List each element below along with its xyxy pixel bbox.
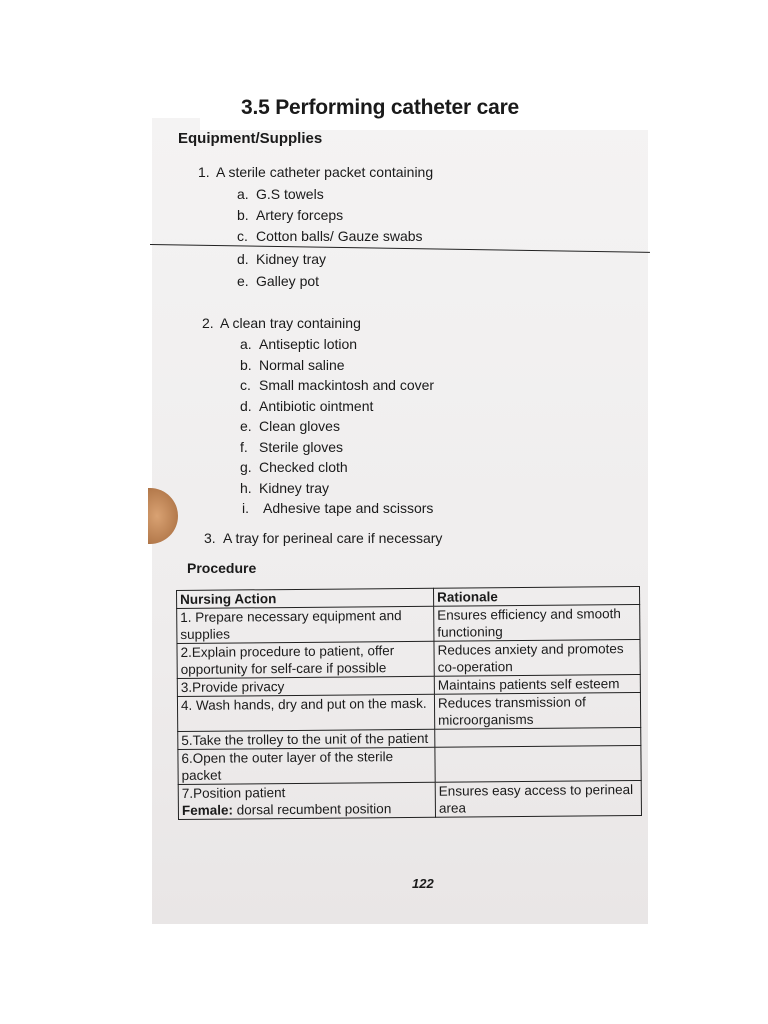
list-2-label: A clean tray containing	[220, 315, 361, 331]
column-header-rationale: Rationale	[433, 586, 639, 606]
list-3-label: A tray for perineal care if necessary	[223, 530, 443, 546]
nursing-action-cell: 2.Explain procedure to patient, offer opportunity for self-care if possible	[177, 641, 434, 678]
nursing-action-cell: 1. Prepare necessary equipment and supplies	[177, 606, 434, 643]
nursing-action-text: 7.Position patient	[181, 785, 286, 801]
list-item: Antibiotic ointment	[259, 398, 374, 414]
rationale-cell: Ensures easy access to perineal area	[435, 780, 641, 817]
list-1-marker: 1.	[198, 164, 210, 180]
list-item: Clean gloves	[259, 418, 340, 434]
list-item-marker: d.	[237, 251, 249, 267]
rationale-cell: Ensures efficiency and smooth functioning	[434, 604, 640, 641]
list-item: Kidney tray	[259, 480, 330, 496]
list-item-marker: e.	[237, 273, 249, 289]
list-2-marker: 2.	[202, 315, 214, 331]
list-item-marker: c.	[240, 377, 251, 393]
list-item: Adhesive tape and scissors	[263, 500, 434, 516]
rationale-cell: Maintains patients self esteem	[434, 674, 640, 694]
nursing-action-cell	[178, 782, 435, 819]
table-row	[178, 780, 641, 819]
rationale-cell	[435, 727, 641, 747]
procedure-table	[176, 586, 642, 820]
table-row	[177, 692, 640, 731]
table-row	[178, 745, 641, 784]
list-item-marker: h.	[240, 480, 252, 496]
list-item: Normal saline	[259, 357, 345, 373]
list-item: Checked cloth	[259, 459, 348, 475]
nursing-action-cell: 4. Wash hands, dry and put on the mask.	[177, 694, 434, 731]
list-item-marker: f.	[240, 439, 248, 455]
list-item: Cotton balls/ Gauze swabs	[256, 228, 423, 244]
list-1-label: A sterile catheter packet containing	[216, 164, 434, 180]
list-item-marker: i.	[242, 500, 249, 516]
equipment-heading: Equipment/Supplies	[178, 130, 323, 147]
list-item-marker: a.	[237, 186, 249, 202]
list-item-marker: a.	[240, 336, 252, 352]
procedure-heading: Procedure	[187, 560, 257, 576]
female-position-text: dorsal recumbent position	[232, 801, 392, 818]
list-item-marker: g.	[240, 459, 252, 475]
rationale-cell	[435, 745, 641, 782]
nursing-action-cell: 6.Open the outer layer of the sterile packet	[178, 747, 435, 784]
list-item-marker: b.	[237, 207, 249, 223]
rationale-cell: Reduces anxiety and promotes co-operation	[434, 639, 640, 676]
column-header-nursing-action: Nursing Action	[177, 588, 434, 608]
list-item: Antiseptic lotion	[259, 336, 358, 352]
list-3-marker: 3.	[204, 530, 216, 546]
nursing-action-cell: 5.Take the trolley to the unit of the patient	[178, 729, 435, 749]
page-title: 3.5 Performing catheter care	[241, 96, 520, 119]
list-item-marker: b.	[240, 357, 252, 373]
list-item: Sterile gloves	[259, 439, 344, 455]
female-label: Female:	[181, 802, 234, 818]
list-item: Galley pot	[256, 273, 320, 289]
nursing-action-cell: 3.Provide privacy	[177, 676, 434, 696]
table-row	[177, 604, 640, 643]
list-item: Artery forceps	[256, 207, 344, 223]
list-item: Kidney tray	[256, 251, 327, 267]
list-item: G.S towels	[256, 186, 324, 202]
list-item-marker: e.	[240, 418, 252, 434]
rationale-cell: Reduces transmission of microorganisms	[434, 692, 640, 729]
table-row	[177, 639, 640, 678]
list-item-marker: c.	[237, 228, 248, 244]
list-item: Small mackintosh and cover	[259, 377, 435, 393]
page-number: 122	[412, 876, 434, 891]
list-item-marker: d.	[240, 398, 252, 414]
